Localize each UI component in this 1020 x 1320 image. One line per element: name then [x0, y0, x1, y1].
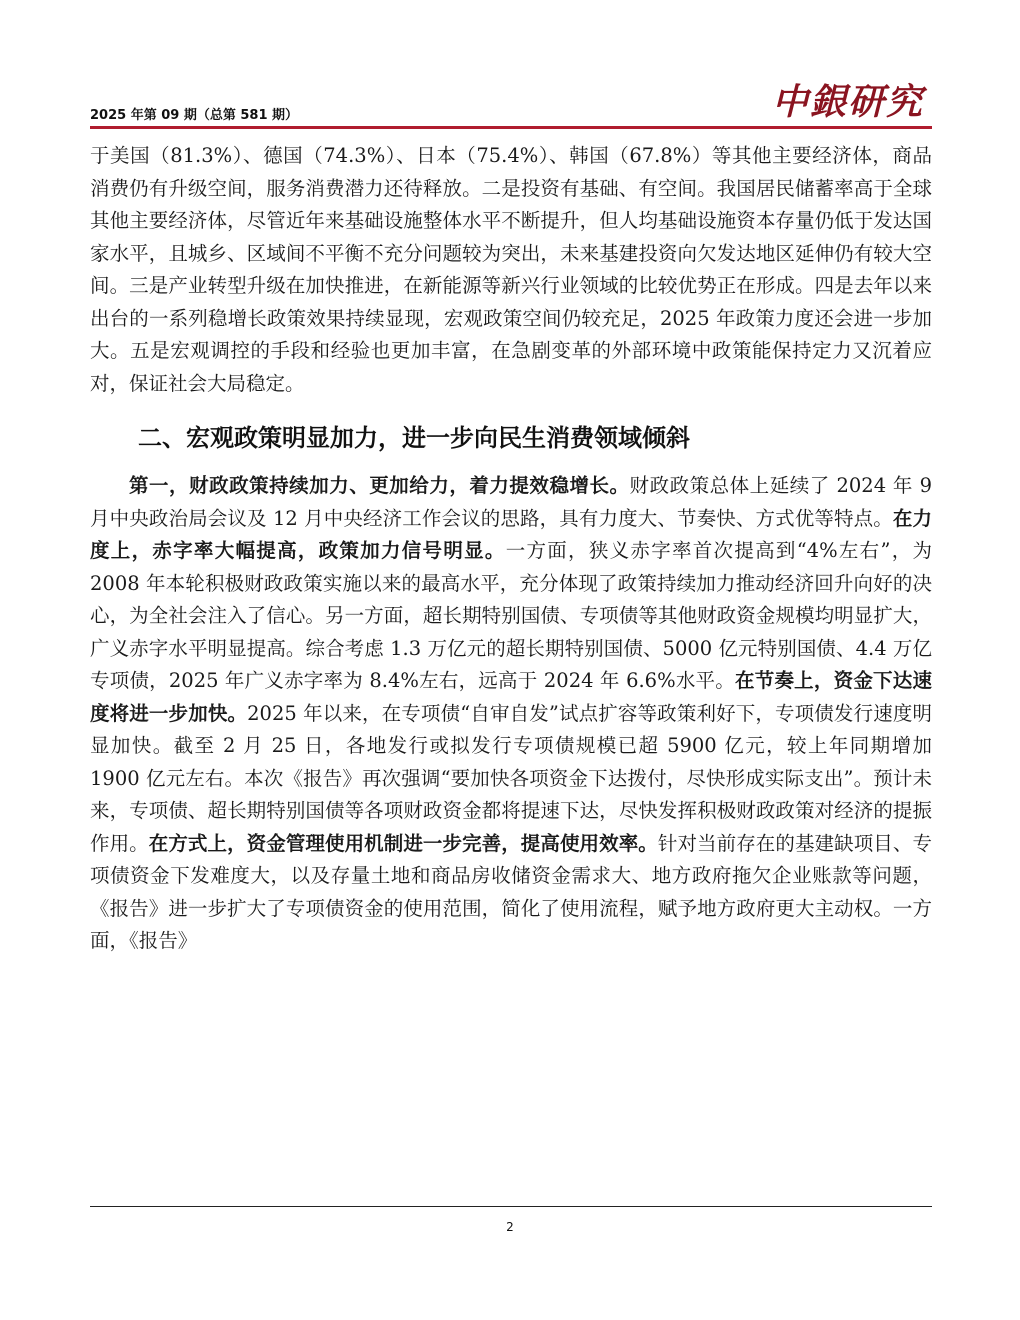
bold-lead-4: 在方式上，资金管理使用机制进一步完善，提高使用效率。 — [148, 831, 658, 855]
issue-label: 2025 年第 09 期（总第 581 期） — [90, 108, 299, 123]
body-paragraph-1: 于美国（81.3%）、德国（74.3%）、日本（75.4%）、韩国（67.8%）等其他主要经济体，商品消费仍有升级空间，服务消费潜力还待释放。二是投资有基础、有空间。我国居民储蓄率高于全球其他主要经济体，尽管近年来基础设施整体水平不断提升，但人均基础设施资本存量仍低于发达国家水平，且城乡、区域间不平衡不充分问题较为突出，未来基建投资向欠发达地区延伸仍有较大空间。三是产业转型升级在加快推进，在新能源等新兴行业领域的比较优势正在形成。四是去年以来出台的一系列稳增长政策效果持续显现，宏观政策空间仍较充足，2025 年政策力度还会进一步加大。五是宏观调控的手段和经验也更加丰富，在急剧变革的外部环境中政策能保持定力又沉着应对，保证社会大局稳定。 — [90, 144, 932, 395]
body-paragraph-2 — [90, 470, 932, 958]
page-header — [90, 70, 930, 128]
document-body — [90, 140, 932, 958]
footer-divider — [90, 1206, 932, 1207]
publication-logo: 中銀研究 — [771, 81, 924, 123]
header-divider — [90, 126, 932, 129]
bold-lead-1: 第一，财政政策持续加力、更加给力，着力提效稳增长。 — [129, 474, 630, 497]
page-number: 2 — [506, 1220, 514, 1234]
paragraph-text-2: 一方面，狭义赤字率首次提高到“4%左右”，为 2008 年本轮积极财政政策实施以来的最高水平，充分体现了政策持续加力推动经济回升向好的决心，为全社会注入了信心。另一方面，超长期特别国债、专项债等其他财政资金规模均明显扩大，广义赤字水平明显提高。综合考虑 1.3 万亿元的超长期特别国债、5000 亿元特别国债、4.4 万亿专项债，2025 年广义赤字率为 8.4%左右，远高于 2024 年 6.6%水平。 — [90, 539, 932, 692]
paragraph-text-4: 针对当前存在的基建缺项目、专项债资金下发难度大，以及存量土地和商品房收储资金需求大、地方政府拖欠企业账款等问题，《报告》进一步扩大了专项债资金的使用范围，简化了使用流程，赋予地方政府更大主动权。一方面，《报告》 — [90, 831, 932, 952]
section-heading: 二、宏观政策明显加力，进一步向民生消费领域倾斜 — [138, 424, 690, 452]
paragraph-text-3: 2025 年以来，在专项债“自审自发”试点扩容等政策利好下，专项债发行速度明显加快。截至 2 月 25 日，各地发行或拟发行专项债规模已超 5900 亿元，较上年同期增加 1900 亿元左右。本次《报告》再次强调“要加快各项资金下达拨付，尽快形成实际支出”。预计未来，专项债、超长期特别国债等各项财政资金都将提速下达，尽快发挥积极财政政策对经济的提振作用。 — [90, 701, 932, 855]
paragraph-text-1: 财政政策总体上延续了 2024 年 9 月中央政治局会议及 12 月中央经济工作会议的思路，具有力度大、节奏快、方式优等特点。 — [90, 474, 932, 530]
bold-lead-2: 在力度上，赤字率大幅提高，政策加力信号明显。 — [90, 506, 932, 562]
bold-lead-3: 在节奏上，资金下达速度将进一步加快。 — [90, 669, 932, 725]
